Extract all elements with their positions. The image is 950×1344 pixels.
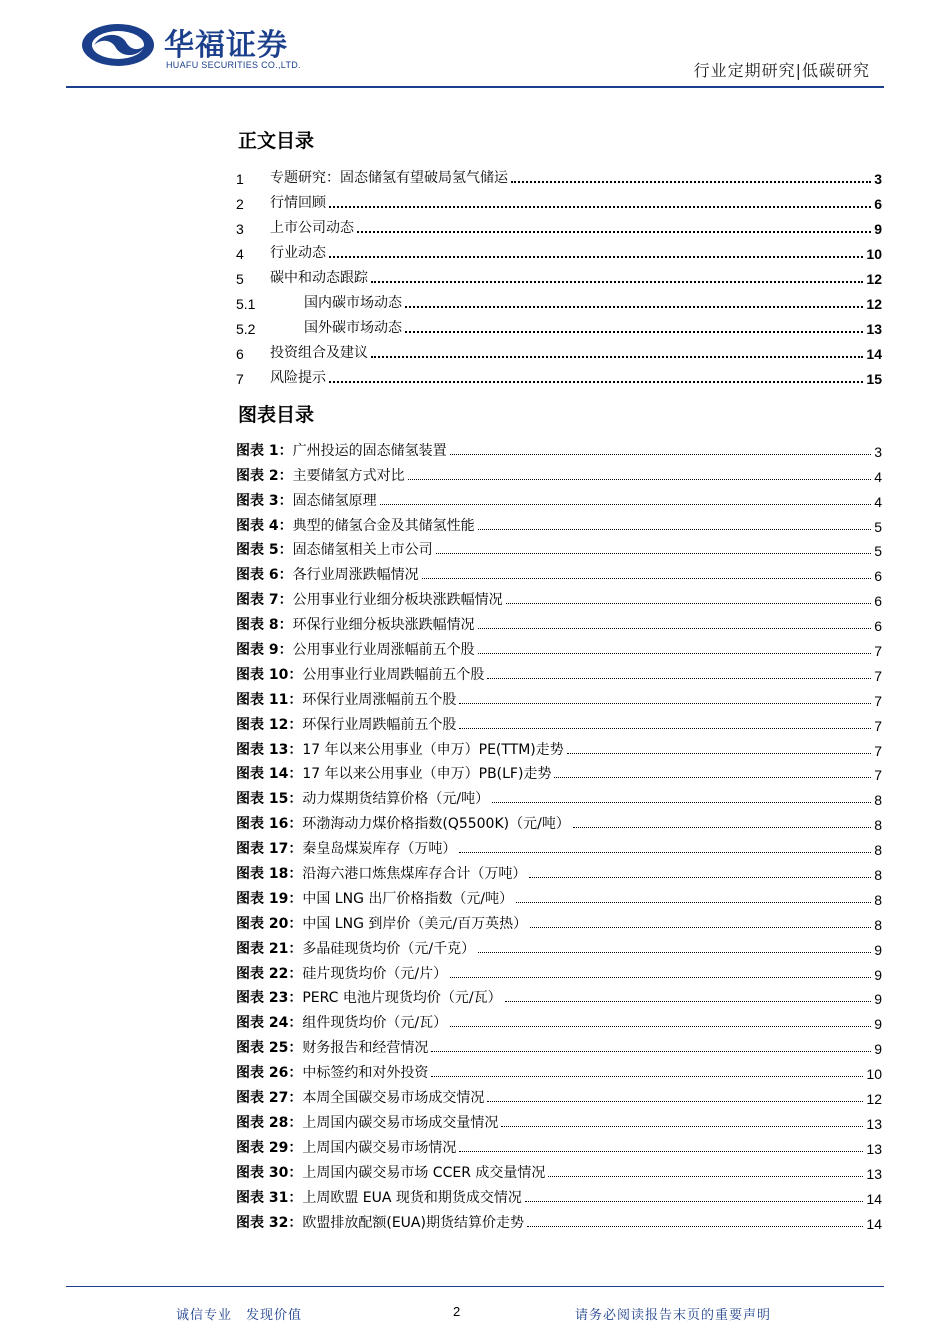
dot-leader bbox=[478, 952, 871, 953]
figure-item-page: 7 bbox=[874, 667, 882, 684]
toc-item-title: 专题研究：固态储氢有望破局氢气储运 bbox=[270, 170, 508, 186]
toc-item[interactable] bbox=[236, 312, 882, 337]
figure-item-label: 图表 32： bbox=[236, 1214, 303, 1231]
figure-item[interactable] bbox=[236, 1057, 882, 1082]
toc-item[interactable] bbox=[236, 187, 882, 212]
dot-leader bbox=[459, 703, 871, 704]
figure-item-label: 图表 3： bbox=[236, 492, 293, 509]
figure-item-page: 6 bbox=[874, 568, 882, 585]
dot-leader bbox=[371, 356, 863, 358]
figure-item-title: 环保行业周涨幅前五个股 bbox=[302, 691, 457, 708]
figure-item-title: 公用事业行业周涨幅前五个股 bbox=[292, 642, 475, 659]
dot-leader bbox=[422, 578, 872, 579]
toc-item-title: 投资组合及建议 bbox=[270, 345, 368, 361]
footer-slogan: 诚信专业 发现价值 bbox=[176, 1308, 303, 1323]
dot-leader bbox=[492, 802, 871, 803]
figure-item-title: 主要储氢方式对比 bbox=[292, 467, 405, 484]
figure-item-label: 图表 1： bbox=[236, 442, 293, 459]
figure-item-page: 7 bbox=[874, 767, 882, 784]
figures-list bbox=[236, 435, 882, 1232]
figure-item[interactable] bbox=[236, 833, 882, 858]
figure-item[interactable] bbox=[236, 1107, 882, 1132]
figure-item-label: 图表 28： bbox=[236, 1114, 303, 1131]
brand-name-cn: 华福证券 bbox=[164, 28, 288, 63]
report-type: 行业定期研究|低碳研究 bbox=[693, 61, 870, 80]
toc-title: 正文目录 bbox=[238, 130, 315, 152]
figure-item-label: 图表 8： bbox=[236, 617, 293, 634]
dot-leader bbox=[431, 1076, 863, 1077]
figure-item-title: 典型的储氢合金及其储氢性能 bbox=[292, 517, 475, 534]
figure-item-page: 9 bbox=[874, 1016, 882, 1033]
figure-item[interactable] bbox=[236, 1082, 882, 1107]
toc-item[interactable] bbox=[236, 237, 882, 262]
figure-item[interactable] bbox=[236, 659, 882, 684]
dot-leader bbox=[329, 256, 863, 258]
figure-item[interactable] bbox=[236, 584, 882, 609]
figure-item-label: 图表 21： bbox=[236, 940, 303, 957]
toc-item-page: 6 bbox=[874, 196, 882, 212]
figure-item-page: 14 bbox=[866, 1190, 882, 1207]
toc-item-number: 2 bbox=[236, 196, 244, 212]
toc-item[interactable] bbox=[236, 362, 882, 387]
dot-leader bbox=[405, 331, 863, 333]
figure-item-page: 9 bbox=[874, 966, 882, 983]
figure-item-page: 8 bbox=[874, 792, 882, 809]
figure-item-label: 图表 20： bbox=[236, 915, 303, 932]
dot-leader bbox=[371, 281, 863, 283]
dot-leader bbox=[527, 1226, 863, 1227]
toc-item-title: 行业动态 bbox=[270, 245, 326, 261]
figure-item[interactable] bbox=[236, 933, 882, 958]
figure-item-label: 图表 23： bbox=[236, 990, 303, 1007]
figure-item-label: 图表 5： bbox=[236, 542, 293, 559]
figure-item-label: 图表 17： bbox=[236, 841, 303, 858]
figure-item-page: 8 bbox=[874, 817, 882, 834]
figure-item[interactable] bbox=[236, 958, 882, 983]
figure-item-page: 13 bbox=[866, 1165, 882, 1182]
dot-leader bbox=[459, 852, 871, 853]
figure-item[interactable] bbox=[236, 1007, 882, 1032]
toc-item-number: 5.1 bbox=[236, 296, 256, 312]
figure-item-title: 沿海六港口炼焦煤库存合计（万吨） bbox=[302, 866, 527, 883]
figure-item-title: 固态储氢原理 bbox=[292, 492, 377, 509]
figure-item-title: 本周全国碳交易市场成交情况 bbox=[302, 1090, 485, 1107]
dot-leader bbox=[478, 653, 872, 654]
figure-item-label: 图表 14： bbox=[236, 766, 303, 783]
toc-item-number: 3 bbox=[236, 221, 244, 237]
figure-item[interactable] bbox=[236, 908, 882, 933]
figure-item-page: 7 bbox=[874, 742, 882, 759]
toc-item-title: 风险提示 bbox=[270, 370, 326, 386]
figures-title: 图表目录 bbox=[238, 404, 315, 426]
figure-item-title: 各行业周涨跌幅情况 bbox=[292, 567, 419, 584]
figure-item-title: 上周国内碳交易市场成交量情况 bbox=[302, 1114, 499, 1131]
dot-leader bbox=[459, 1151, 863, 1152]
dot-leader bbox=[516, 902, 871, 903]
figure-item-label: 图表 13： bbox=[236, 741, 303, 758]
dot-leader bbox=[505, 1001, 872, 1002]
brand-name-en: HUAFU SECURITIES CO.,LTD. bbox=[166, 60, 301, 70]
figure-item-label: 图表 11： bbox=[236, 691, 303, 708]
figure-item[interactable] bbox=[236, 460, 882, 485]
dot-leader bbox=[529, 877, 871, 878]
figure-item-label: 图表 30： bbox=[236, 1164, 303, 1181]
toc-item-number: 4 bbox=[236, 246, 244, 262]
dot-leader bbox=[450, 454, 872, 455]
figure-item-page: 8 bbox=[874, 891, 882, 908]
figure-item-title: 17 年以来公用事业（申万）PB(LF)走势 bbox=[302, 766, 552, 783]
figure-item-page: 13 bbox=[866, 1140, 882, 1157]
figure-item[interactable] bbox=[236, 634, 882, 659]
dot-leader bbox=[506, 603, 872, 604]
dot-leader bbox=[478, 529, 872, 530]
toc-item-title: 碳中和动态跟踪 bbox=[270, 270, 368, 286]
figure-item-label: 图表 16： bbox=[236, 816, 303, 833]
figure-item-title: 动力煤期货结算价格（元/吨） bbox=[302, 791, 490, 808]
figure-item[interactable] bbox=[236, 684, 882, 709]
figure-item-label: 图表 6： bbox=[236, 567, 293, 584]
toc-item-number: 5 bbox=[236, 271, 244, 287]
toc-item[interactable] bbox=[236, 262, 882, 287]
dot-leader bbox=[450, 1026, 871, 1027]
figure-item[interactable] bbox=[236, 1157, 882, 1182]
figure-item-label: 图表 15： bbox=[236, 791, 303, 808]
toc-item-title: 行情回顾 bbox=[270, 195, 326, 211]
figure-item-title: 财务报告和经营情况 bbox=[302, 1040, 429, 1057]
figure-item-title: 公用事业行业细分板块涨跌幅情况 bbox=[292, 592, 503, 609]
toc-item-title: 上市公司动态 bbox=[270, 220, 354, 236]
toc-item-number: 5.2 bbox=[236, 321, 256, 337]
figure-item-label: 图表 24： bbox=[236, 1015, 303, 1032]
figure-item-label: 图表 7： bbox=[236, 592, 293, 609]
footer-disclaimer: 请务必阅读报告末页的重要声明 bbox=[575, 1308, 772, 1323]
toc-item-number: 7 bbox=[236, 371, 244, 387]
header-divider bbox=[66, 86, 884, 88]
toc-item-number: 1 bbox=[236, 171, 244, 187]
figure-item-page: 8 bbox=[874, 867, 882, 884]
figure-item-page: 4 bbox=[874, 468, 882, 485]
figure-item-label: 图表 25： bbox=[236, 1040, 303, 1057]
figure-item-title: 中国 LNG 出厂价格指数（元/吨） bbox=[302, 890, 514, 907]
figure-item-title: 中国 LNG 到岸价（美元/百万英热） bbox=[302, 915, 528, 932]
figure-item-page: 14 bbox=[866, 1215, 882, 1232]
figure-item[interactable] bbox=[236, 559, 882, 584]
figure-item[interactable] bbox=[236, 808, 882, 833]
toc-item-title: 国外碳市场动态 bbox=[304, 320, 402, 336]
toc-item[interactable] bbox=[236, 337, 882, 362]
toc-item-title: 国内碳市场动态 bbox=[304, 295, 402, 311]
figure-item[interactable] bbox=[236, 1032, 882, 1057]
figure-item[interactable] bbox=[236, 759, 882, 784]
figure-item-page: 3 bbox=[874, 443, 882, 460]
figure-item-label: 图表 12： bbox=[236, 716, 303, 733]
dot-leader bbox=[487, 678, 871, 679]
figure-item-label: 图表 18： bbox=[236, 866, 303, 883]
dot-leader bbox=[487, 1101, 863, 1102]
figure-item-title: PERC 电池片现货均价（元/瓦） bbox=[302, 990, 502, 1007]
dot-leader bbox=[548, 1176, 863, 1177]
figure-item-page: 12 bbox=[866, 1091, 882, 1108]
figure-item-label: 图表 26： bbox=[236, 1065, 303, 1082]
toc-item[interactable] bbox=[236, 162, 882, 187]
figure-item[interactable] bbox=[236, 983, 882, 1008]
figure-item-title: 上周欧盟 EUA 现货和期货成交情况 bbox=[302, 1189, 522, 1206]
figure-item-page: 7 bbox=[874, 692, 882, 709]
figure-item-page: 9 bbox=[874, 941, 882, 958]
figure-item-label: 图表 31： bbox=[236, 1189, 303, 1206]
figure-item[interactable] bbox=[236, 734, 882, 759]
figure-item-page: 6 bbox=[874, 618, 882, 635]
dot-leader bbox=[450, 977, 871, 978]
figure-item-title: 公用事业行业周跌幅前五个股 bbox=[302, 666, 485, 683]
figure-item[interactable] bbox=[236, 435, 882, 460]
figure-item[interactable] bbox=[236, 858, 882, 883]
figure-item-label: 图表 27： bbox=[236, 1090, 303, 1107]
figure-item-title: 上周国内碳交易市场 CCER 成交量情况 bbox=[302, 1164, 546, 1181]
figure-item-title: 秦皇岛煤炭库存（万吨） bbox=[302, 841, 457, 858]
figure-item-title: 环保行业周跌幅前五个股 bbox=[302, 716, 457, 733]
toc-item-page: 9 bbox=[874, 221, 882, 237]
toc-item-page: 13 bbox=[866, 321, 882, 337]
dot-leader bbox=[511, 181, 871, 183]
figure-item-label: 图表 19： bbox=[236, 890, 303, 907]
dot-leader bbox=[380, 504, 872, 505]
toc-item[interactable] bbox=[236, 212, 882, 237]
dot-leader bbox=[357, 231, 871, 233]
figure-item-title: 17 年以来公用事业（申万）PE(TTM)走势 bbox=[302, 741, 564, 758]
figure-item-label: 图表 29： bbox=[236, 1139, 303, 1156]
figure-item-title: 组件现货均价（元/瓦） bbox=[302, 1015, 448, 1032]
huafu-logo-icon bbox=[80, 22, 160, 68]
dot-leader bbox=[408, 479, 872, 480]
figure-item[interactable] bbox=[236, 883, 882, 908]
dot-leader bbox=[554, 777, 871, 778]
dot-leader bbox=[459, 728, 871, 729]
dot-leader bbox=[573, 827, 871, 828]
figure-item-page: 7 bbox=[874, 717, 882, 734]
figure-item-title: 环保行业细分板块涨跌幅情况 bbox=[292, 617, 475, 634]
toc-item-page: 14 bbox=[866, 346, 882, 362]
figure-item-page: 5 bbox=[874, 518, 882, 535]
figure-item-page: 5 bbox=[874, 543, 882, 560]
figure-item-page: 10 bbox=[866, 1066, 882, 1083]
figure-item-page: 7 bbox=[874, 643, 882, 660]
figure-item-title: 多晶硅现货均价（元/千克） bbox=[302, 940, 476, 957]
figure-item-page: 9 bbox=[874, 991, 882, 1008]
toc-item-page: 12 bbox=[866, 296, 882, 312]
toc-item-number: 6 bbox=[236, 346, 244, 362]
dot-leader bbox=[431, 1051, 871, 1052]
page-header bbox=[0, 0, 950, 90]
figure-item[interactable] bbox=[236, 510, 882, 535]
figure-item-page: 4 bbox=[874, 493, 882, 510]
figure-item-label: 图表 22： bbox=[236, 965, 303, 982]
figure-item-label: 图表 2： bbox=[236, 467, 293, 484]
toc-item-page: 10 bbox=[866, 246, 882, 262]
figure-item-title: 固态储氢相关上市公司 bbox=[292, 542, 433, 559]
figure-item-page: 8 bbox=[874, 916, 882, 933]
figure-item-title: 硅片现货均价（元/片） bbox=[302, 965, 448, 982]
figure-item[interactable] bbox=[236, 1182, 882, 1207]
figure-item-page: 13 bbox=[866, 1115, 882, 1132]
dot-leader bbox=[567, 753, 871, 754]
figure-item[interactable] bbox=[236, 609, 882, 634]
dot-leader bbox=[501, 1126, 863, 1127]
dot-leader bbox=[329, 206, 871, 208]
dot-leader bbox=[525, 1201, 863, 1202]
dot-leader bbox=[405, 306, 863, 308]
figure-item[interactable] bbox=[236, 709, 882, 734]
figure-item-title: 广州投运的固态储氢装置 bbox=[292, 442, 447, 459]
figure-item[interactable] bbox=[236, 1132, 882, 1157]
figure-item-page: 9 bbox=[874, 1041, 882, 1058]
toc-list bbox=[236, 162, 882, 387]
figure-item[interactable] bbox=[236, 535, 882, 560]
dot-leader bbox=[329, 381, 863, 383]
toc-item-page: 3 bbox=[874, 171, 882, 187]
dot-leader bbox=[530, 927, 871, 928]
dot-leader bbox=[478, 628, 872, 629]
figure-item-page: 6 bbox=[874, 593, 882, 610]
figure-item-title: 上周国内碳交易市场情况 bbox=[302, 1139, 457, 1156]
toc-item-page: 15 bbox=[866, 371, 882, 387]
page-number: 2 bbox=[453, 1304, 461, 1319]
figure-item-title: 欧盟排放配额(EUA)期货结算价走势 bbox=[302, 1214, 524, 1231]
toc-item[interactable] bbox=[236, 287, 882, 312]
dot-leader bbox=[436, 553, 872, 554]
figure-item[interactable] bbox=[236, 783, 882, 808]
figure-item-label: 图表 10： bbox=[236, 666, 303, 683]
footer-divider bbox=[66, 1286, 884, 1287]
figure-item[interactable] bbox=[236, 1207, 882, 1232]
figure-item-page: 8 bbox=[874, 842, 882, 859]
figure-item-title: 中标签约和对外投资 bbox=[302, 1065, 429, 1082]
toc-item-page: 12 bbox=[866, 271, 882, 287]
figure-item-label: 图表 9： bbox=[236, 642, 293, 659]
figure-item[interactable] bbox=[236, 485, 882, 510]
figure-item-title: 环渤海动力煤价格指数(Q5500K)（元/吨） bbox=[302, 816, 570, 833]
figure-item-label: 图表 4： bbox=[236, 517, 293, 534]
